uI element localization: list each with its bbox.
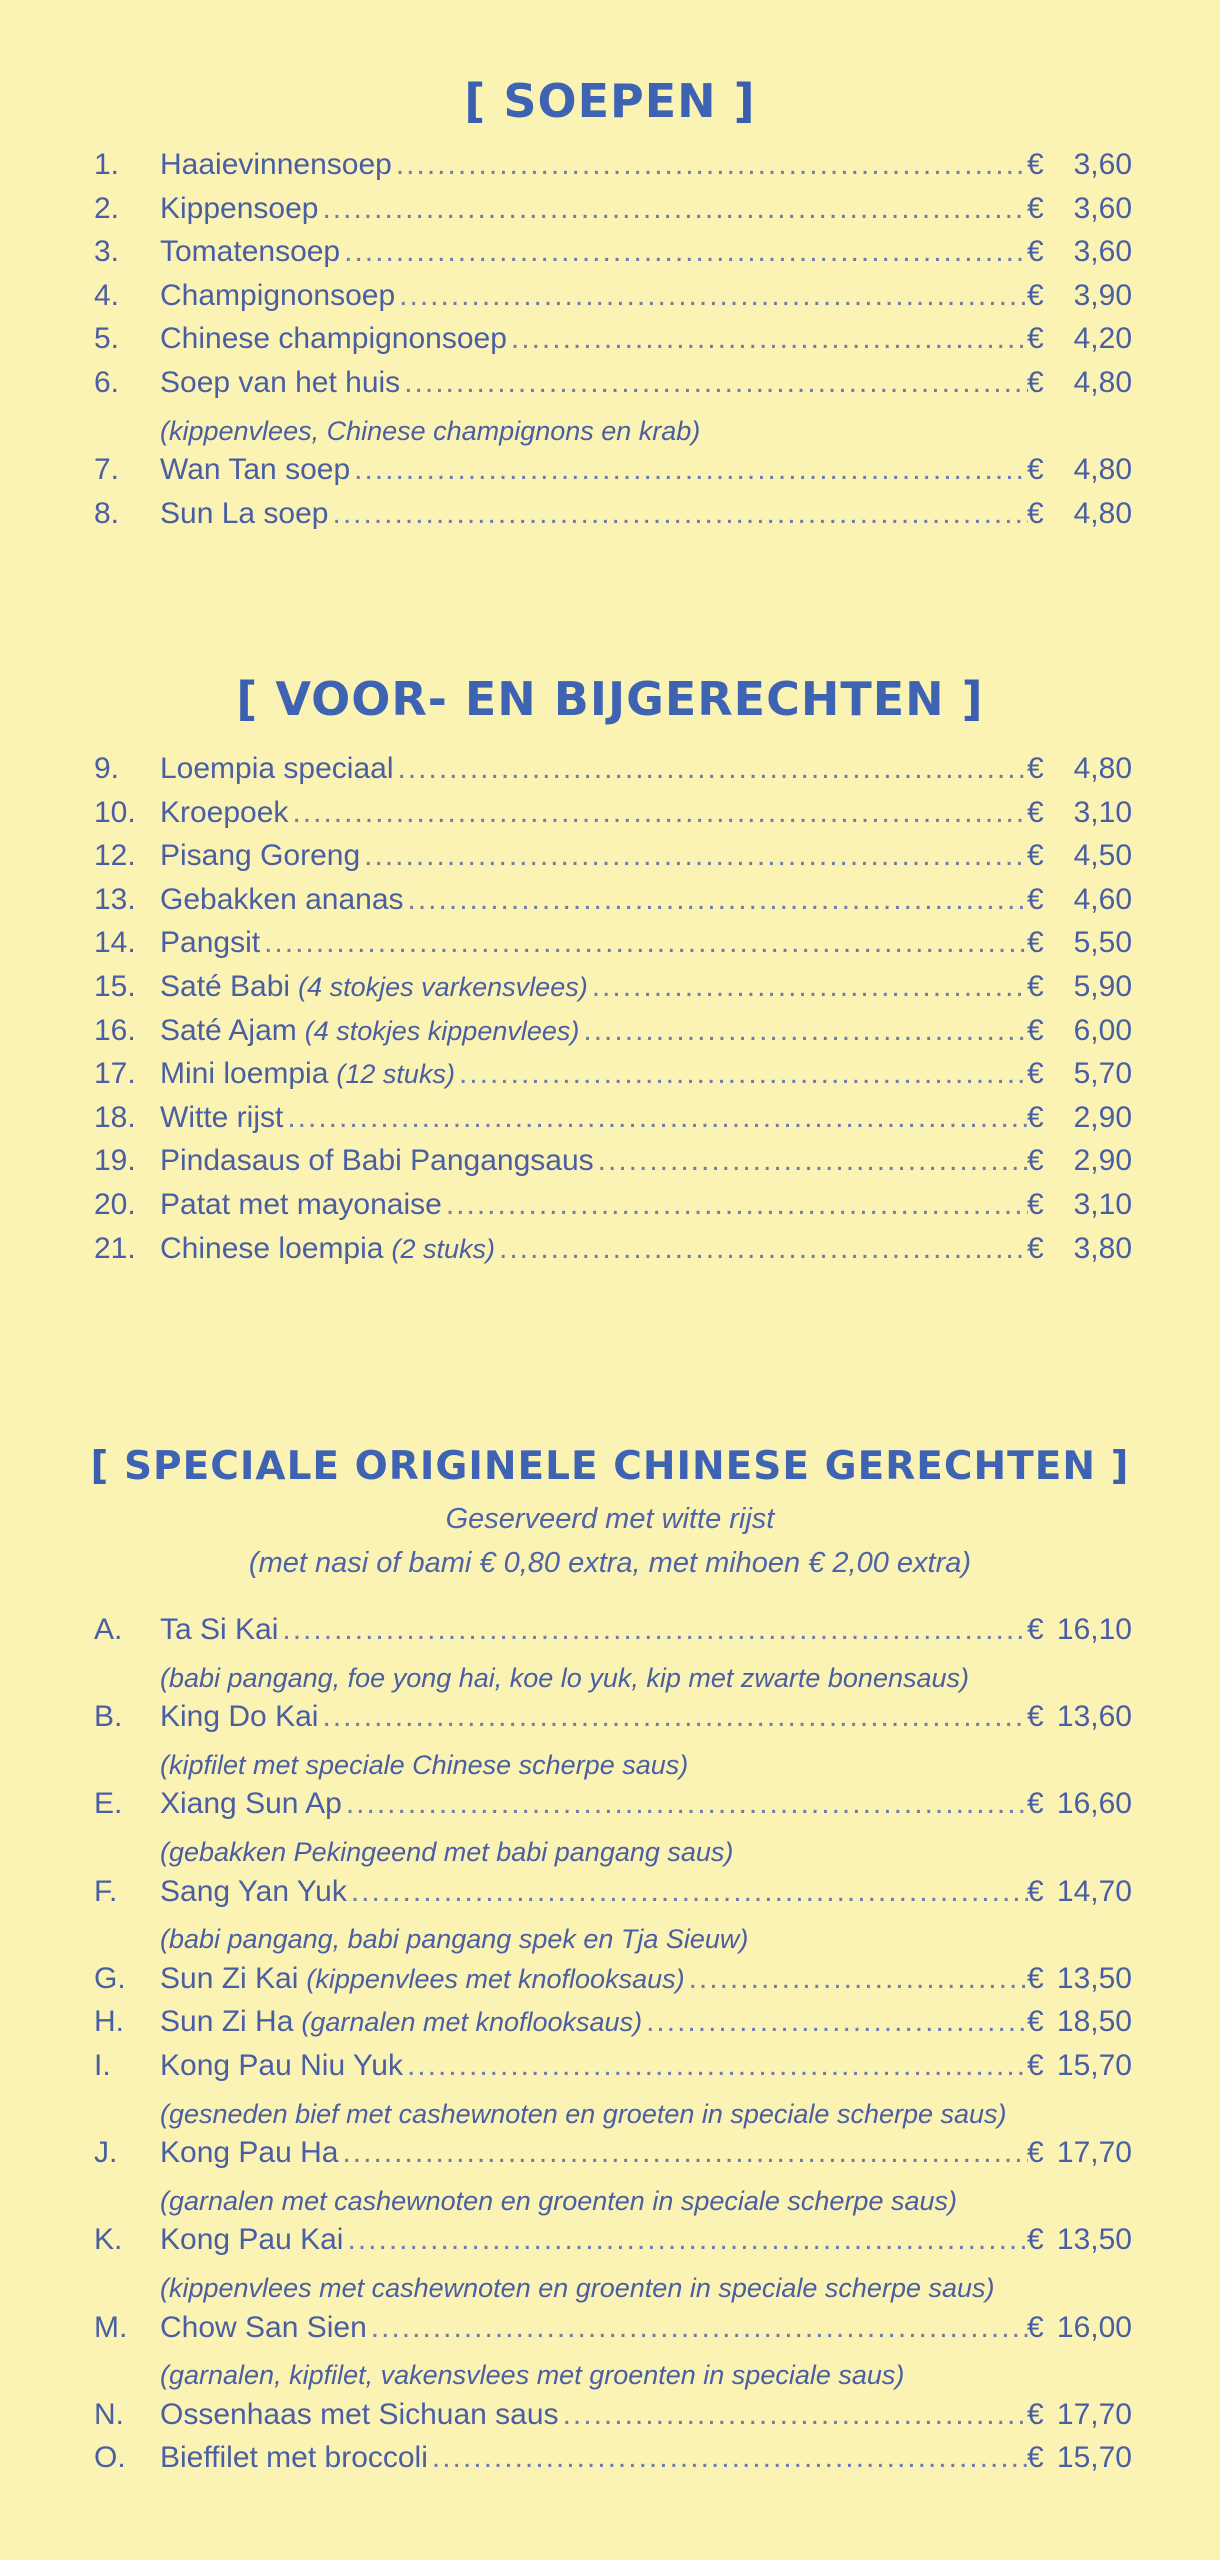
item-number: O. bbox=[94, 2441, 126, 2475]
item-name-line bbox=[160, 1962, 1028, 1996]
item-name-line bbox=[160, 2049, 1028, 2083]
item-number: 17. bbox=[94, 1057, 136, 1091]
section-title-soepen: [ SOEPEN ] bbox=[464, 74, 756, 128]
menu-item bbox=[0, 1101, 1220, 1145]
item-name-line bbox=[160, 839, 1028, 873]
item-number: N. bbox=[94, 2397, 124, 2431]
item-price: 5,70 bbox=[1073, 1057, 1132, 1091]
item-name: Kong Pau Ha bbox=[160, 2136, 339, 2170]
dot-leader bbox=[446, 1188, 1028, 1222]
dot-leader bbox=[563, 2398, 1028, 2432]
currency-symbol: € bbox=[1027, 148, 1044, 181]
item-name-line bbox=[160, 2223, 1028, 2257]
currency-symbol: € bbox=[1027, 2048, 1044, 2082]
menu-item bbox=[0, 497, 1220, 541]
currency-symbol: € bbox=[1027, 1613, 1044, 1646]
item-name-line bbox=[160, 2311, 1028, 2345]
item-number: 8. bbox=[94, 496, 120, 530]
dot-leader bbox=[399, 279, 1028, 313]
item-number: 2. bbox=[94, 191, 120, 225]
item-number: 9. bbox=[94, 752, 120, 785]
item-name: Champignonsoep bbox=[160, 278, 396, 312]
item-number: 13. bbox=[94, 882, 136, 916]
menu-item bbox=[0, 2005, 1220, 2049]
menu-item bbox=[0, 2311, 1220, 2355]
currency-symbol: € bbox=[1027, 2223, 1044, 2257]
item-number: M. bbox=[94, 2310, 128, 2344]
item-price: 4,20 bbox=[1073, 322, 1132, 356]
item-price: 15,70 bbox=[1056, 2441, 1132, 2475]
item-name-line bbox=[160, 366, 1028, 400]
item-price: 18,50 bbox=[1056, 2005, 1132, 2039]
menu-item bbox=[0, 1232, 1220, 1276]
item-name: Ta Si Kai bbox=[160, 1613, 279, 1646]
item-price: 16,00 bbox=[1056, 2310, 1132, 2344]
item-price: 4,60 bbox=[1073, 882, 1132, 916]
dot-leader bbox=[499, 1232, 1028, 1266]
item-name: Haaievinnensoep bbox=[160, 148, 392, 181]
item-number: 10. bbox=[94, 795, 136, 829]
dot-leader bbox=[404, 366, 1028, 400]
item-name-line bbox=[160, 1014, 1028, 1048]
item-name: Kong Pau Kai bbox=[160, 2223, 344, 2257]
item-number: 21. bbox=[94, 1231, 136, 1265]
menu-item bbox=[0, 1057, 1220, 1101]
menu-item bbox=[0, 796, 1220, 840]
item-name-line bbox=[160, 192, 1028, 226]
dot-leader bbox=[592, 970, 1028, 1004]
item-name: Loempia speciaal bbox=[160, 752, 394, 785]
item-number: 3. bbox=[94, 235, 120, 269]
item-description: (kippenvlees met cashewnoten en groenten in speciale scherpe saus) bbox=[160, 2272, 995, 2303]
item-description: (kipfilet met speciale Chinese scherpe saus) bbox=[160, 1749, 689, 1780]
dot-leader bbox=[287, 1101, 1028, 1135]
item-price: 13,50 bbox=[1056, 2223, 1132, 2257]
currency-symbol: € bbox=[1027, 1787, 1044, 1821]
menu-list-speciale bbox=[0, 1613, 1220, 2485]
item-name: Kippensoep bbox=[160, 191, 319, 225]
menu-item bbox=[0, 883, 1220, 927]
item-number: 15. bbox=[94, 969, 136, 1003]
item-price: 13,50 bbox=[1056, 1961, 1132, 1995]
serving-note-line-2: (met nasi of bami € 0,80 extra, met mihoen € 2,00 extra) bbox=[248, 1547, 972, 1579]
dot-leader bbox=[364, 839, 1028, 873]
item-number: J. bbox=[94, 2136, 118, 2170]
section-title-speciale: [ SPECIALE ORIGINELE CHINESE GERECHTEN ] bbox=[90, 1444, 1130, 1489]
item-name: Chow San Sien bbox=[160, 2310, 367, 2344]
currency-symbol: € bbox=[1027, 1013, 1044, 1047]
item-name-line bbox=[160, 970, 1028, 1004]
menu-list-soepen bbox=[0, 148, 1220, 540]
item-name: Gebakken ananas bbox=[160, 882, 404, 916]
menu-item bbox=[0, 1787, 1220, 1831]
menu-item bbox=[0, 192, 1220, 236]
item-price: 3,60 bbox=[1073, 191, 1132, 225]
item-name-line bbox=[160, 883, 1028, 917]
item-number: 18. bbox=[94, 1100, 136, 1134]
item-name: Pindasaus of Babi Pangangsaus bbox=[160, 1144, 594, 1178]
item-note: (garnalen met knoflooksaus) bbox=[301, 2007, 643, 2038]
dot-leader bbox=[332, 497, 1028, 531]
item-price: 3,60 bbox=[1073, 235, 1132, 269]
item-name: Saté Babi bbox=[160, 969, 291, 1003]
item-price: 2,90 bbox=[1073, 1100, 1132, 1134]
currency-symbol: € bbox=[1027, 2441, 1044, 2475]
dot-leader bbox=[354, 453, 1028, 487]
menu-item bbox=[0, 1144, 1220, 1188]
item-name: Witte rijst bbox=[160, 1100, 284, 1134]
item-number: 16. bbox=[94, 1013, 136, 1047]
item-name-line bbox=[160, 1613, 1028, 1647]
dot-leader bbox=[371, 2311, 1028, 2345]
dot-leader bbox=[282, 1613, 1028, 1647]
dot-leader bbox=[397, 752, 1028, 786]
menu-item bbox=[0, 1014, 1220, 1058]
item-number: 4. bbox=[94, 278, 120, 312]
dot-leader bbox=[347, 2223, 1028, 2257]
dot-leader bbox=[322, 1700, 1028, 1734]
item-name: Sun La soep bbox=[160, 496, 329, 530]
currency-symbol: € bbox=[1027, 453, 1044, 487]
item-number: 12. bbox=[94, 839, 136, 873]
menu-list-voorgerechten bbox=[0, 752, 1220, 1275]
menu-item bbox=[0, 279, 1220, 323]
item-name: Wan Tan soep bbox=[160, 453, 351, 487]
menu-item bbox=[0, 1875, 1220, 1919]
menu-item bbox=[0, 1700, 1220, 1744]
currency-symbol: € bbox=[1027, 795, 1044, 829]
section-voorgerechten bbox=[0, 672, 1220, 1275]
menu-item bbox=[0, 148, 1220, 192]
item-price: 16,60 bbox=[1056, 1787, 1132, 1821]
item-price: 13,60 bbox=[1056, 1700, 1132, 1734]
dot-leader bbox=[322, 192, 1028, 226]
menu-item bbox=[0, 2441, 1220, 2485]
currency-symbol: € bbox=[1027, 1231, 1044, 1265]
currency-symbol: € bbox=[1027, 235, 1044, 269]
menu-item bbox=[0, 2049, 1220, 2093]
item-description: (gebakken Pekingeend met babi pangang saus) bbox=[160, 1836, 734, 1867]
item-number: E. bbox=[94, 1787, 123, 1821]
menu-item bbox=[0, 453, 1220, 497]
dot-leader bbox=[342, 2136, 1028, 2170]
item-price: 4,80 bbox=[1073, 453, 1132, 487]
item-description: (garnalen, kipfilet, vakensvlees met groenten in speciale saus) bbox=[160, 2360, 905, 2391]
item-price: 3,10 bbox=[1073, 1187, 1132, 1221]
item-note: (4 stokjes kippenvlees) bbox=[304, 1015, 580, 1046]
item-price: 4,80 bbox=[1073, 365, 1132, 399]
item-name: Bieffilet met broccoli bbox=[160, 2441, 428, 2475]
item-price: 4,80 bbox=[1073, 496, 1132, 530]
item-number: 14. bbox=[94, 926, 136, 960]
menu-item bbox=[0, 2136, 1220, 2180]
dot-leader bbox=[396, 148, 1028, 182]
item-number: 6. bbox=[94, 365, 120, 399]
dot-leader bbox=[408, 883, 1028, 917]
dot-leader bbox=[459, 1057, 1028, 1091]
item-description: (kippenvlees, Chinese champignons en krab) bbox=[160, 415, 701, 446]
item-name-line bbox=[160, 453, 1028, 487]
item-price: 16,10 bbox=[1056, 1613, 1132, 1646]
item-note: (kippenvlees met knoflooksaus) bbox=[306, 1963, 685, 1994]
item-price: 3,10 bbox=[1073, 795, 1132, 829]
item-name-line bbox=[160, 1787, 1028, 1821]
dot-leader bbox=[598, 1144, 1028, 1178]
item-number: K. bbox=[94, 2223, 123, 2257]
dot-leader bbox=[646, 2005, 1028, 2039]
currency-symbol: € bbox=[1027, 322, 1044, 356]
dot-leader bbox=[264, 926, 1028, 960]
item-price: 15,70 bbox=[1056, 2048, 1132, 2082]
item-name: Tomatensoep bbox=[160, 235, 341, 269]
item-price: 17,70 bbox=[1056, 2397, 1132, 2431]
menu-item bbox=[0, 2398, 1220, 2442]
serving-note-line-1: Geserveerd met witte rijst bbox=[445, 1503, 775, 1535]
item-price: 5,90 bbox=[1073, 969, 1132, 1003]
item-name-line bbox=[160, 279, 1028, 313]
item-name: Patat met mayonaise bbox=[160, 1187, 442, 1221]
item-note: (12 stuks) bbox=[336, 1059, 455, 1090]
item-number: A. bbox=[94, 1613, 123, 1646]
item-price: 3,90 bbox=[1073, 278, 1132, 312]
currency-symbol: € bbox=[1027, 2397, 1044, 2431]
item-name: Xiang Sun Ap bbox=[160, 1787, 342, 1821]
currency-symbol: € bbox=[1027, 496, 1044, 530]
item-name-line bbox=[160, 1101, 1028, 1135]
dot-leader bbox=[292, 796, 1028, 830]
item-name: Sang Yan Yuk bbox=[160, 1874, 347, 1908]
item-name-line bbox=[160, 1232, 1028, 1266]
menu-item bbox=[0, 839, 1220, 883]
item-price: 4,80 bbox=[1073, 752, 1132, 785]
item-name-line bbox=[160, 1700, 1028, 1734]
currency-symbol: € bbox=[1027, 839, 1044, 873]
section-speciale bbox=[0, 1444, 1220, 2485]
section-soepen bbox=[0, 74, 1220, 540]
currency-symbol: € bbox=[1027, 969, 1044, 1003]
item-name-line bbox=[160, 2441, 1028, 2475]
item-name-line bbox=[160, 148, 1028, 182]
item-description: (gesneden bief met cashewnoten en groeten in speciale scherpe saus) bbox=[160, 2098, 1007, 2129]
section-title-voorgerechten: [ VOOR- EN BIJGERECHTEN ] bbox=[236, 672, 984, 726]
item-name-line bbox=[160, 235, 1028, 269]
item-price: 17,70 bbox=[1056, 2136, 1132, 2170]
currency-symbol: € bbox=[1027, 1187, 1044, 1221]
currency-symbol: € bbox=[1027, 1057, 1044, 1091]
item-name: Chinese champignonsoep bbox=[160, 322, 507, 356]
menu-item bbox=[0, 926, 1220, 970]
item-number: 5. bbox=[94, 322, 120, 356]
dot-leader bbox=[351, 1875, 1028, 1909]
dot-leader bbox=[689, 1962, 1028, 1996]
item-price: 5,50 bbox=[1073, 926, 1132, 960]
item-name: Chinese loempia bbox=[160, 1231, 384, 1265]
item-number: B. bbox=[94, 1700, 123, 1734]
currency-symbol: € bbox=[1027, 278, 1044, 312]
currency-symbol: € bbox=[1027, 1144, 1044, 1178]
item-name-line bbox=[160, 1144, 1028, 1178]
dot-leader bbox=[344, 235, 1028, 269]
item-price: 4,50 bbox=[1073, 839, 1132, 873]
item-price: 14,70 bbox=[1056, 1874, 1132, 1908]
item-price: 2,90 bbox=[1073, 1144, 1132, 1178]
item-name-line bbox=[160, 322, 1028, 356]
item-note: (4 stokjes varkensvlees) bbox=[298, 971, 588, 1002]
menu-item bbox=[0, 1962, 1220, 2006]
item-name: Pangsit bbox=[160, 926, 261, 960]
item-name: Soep van het huis bbox=[160, 365, 401, 399]
item-name: Kong Pau Niu Yuk bbox=[160, 2048, 403, 2082]
item-description: (babi pangang, babi pangang spek en Tja Sieuw) bbox=[160, 1924, 749, 1955]
currency-symbol: € bbox=[1027, 191, 1044, 225]
item-name-line bbox=[160, 497, 1028, 531]
item-number: G. bbox=[94, 1961, 126, 1995]
item-number: F. bbox=[94, 1874, 118, 1908]
dot-leader bbox=[346, 1787, 1028, 1821]
menu-item bbox=[0, 322, 1220, 366]
item-number: I. bbox=[94, 2048, 111, 2082]
item-name: Mini loempia bbox=[160, 1057, 329, 1091]
serving-note bbox=[0, 1497, 1220, 1585]
item-name-line bbox=[160, 1057, 1028, 1091]
menu-item bbox=[0, 1188, 1220, 1232]
item-name: Pisang Goreng bbox=[160, 839, 361, 873]
currency-symbol: € bbox=[1027, 2310, 1044, 2344]
menu-item bbox=[0, 752, 1220, 796]
item-name: King Do Kai bbox=[160, 1700, 319, 1734]
item-note: (2 stuks) bbox=[391, 1233, 495, 1264]
currency-symbol: € bbox=[1027, 882, 1044, 916]
menu-item bbox=[0, 970, 1220, 1014]
item-number: 7. bbox=[94, 453, 120, 487]
item-name-line bbox=[160, 2005, 1028, 2039]
item-name: Saté Ajam bbox=[160, 1013, 297, 1047]
item-name-line bbox=[160, 1875, 1028, 1909]
currency-symbol: € bbox=[1027, 365, 1044, 399]
item-number: 19. bbox=[94, 1144, 136, 1178]
item-price: 6,00 bbox=[1073, 1013, 1132, 1047]
currency-symbol: € bbox=[1027, 1961, 1044, 1995]
currency-symbol: € bbox=[1027, 1874, 1044, 1908]
currency-symbol: € bbox=[1027, 752, 1044, 785]
currency-symbol: € bbox=[1027, 2005, 1044, 2039]
item-name: Sun Zi Kai bbox=[160, 1961, 299, 1995]
dot-leader bbox=[432, 2441, 1028, 2475]
item-price: 3,80 bbox=[1073, 1231, 1132, 1265]
item-description: (garnalen met cashewnoten en groenten in speciale scherpe saus) bbox=[160, 2185, 957, 2216]
item-number: 20. bbox=[94, 1187, 136, 1221]
item-price: 3,60 bbox=[1073, 148, 1132, 181]
item-name-line bbox=[160, 926, 1028, 960]
menu-item bbox=[0, 235, 1220, 279]
item-name-line bbox=[160, 796, 1028, 830]
currency-symbol: € bbox=[1027, 2136, 1044, 2170]
item-number: H. bbox=[94, 2005, 124, 2039]
currency-symbol: € bbox=[1027, 1700, 1044, 1734]
item-name: Kroepoek bbox=[160, 795, 289, 829]
item-description: (babi pangang, foe yong hai, koe lo yuk, kip met zwarte bonensaus) bbox=[160, 1662, 969, 1693]
menu-item bbox=[0, 1613, 1220, 1657]
item-name-line bbox=[160, 1188, 1028, 1222]
item-name-line bbox=[160, 2398, 1028, 2432]
item-name-line bbox=[160, 2136, 1028, 2170]
menu-item bbox=[0, 366, 1220, 410]
dot-leader bbox=[407, 2049, 1028, 2083]
item-name-line bbox=[160, 752, 1028, 786]
item-name: Ossenhaas met Sichuan saus bbox=[160, 2397, 559, 2431]
currency-symbol: € bbox=[1027, 926, 1044, 960]
item-name: Sun Zi Ha bbox=[160, 2005, 294, 2039]
dot-leader bbox=[583, 1014, 1028, 1048]
dot-leader bbox=[511, 322, 1028, 356]
currency-symbol: € bbox=[1027, 1100, 1044, 1134]
menu-item bbox=[0, 2223, 1220, 2267]
item-number: 1. bbox=[94, 148, 120, 181]
